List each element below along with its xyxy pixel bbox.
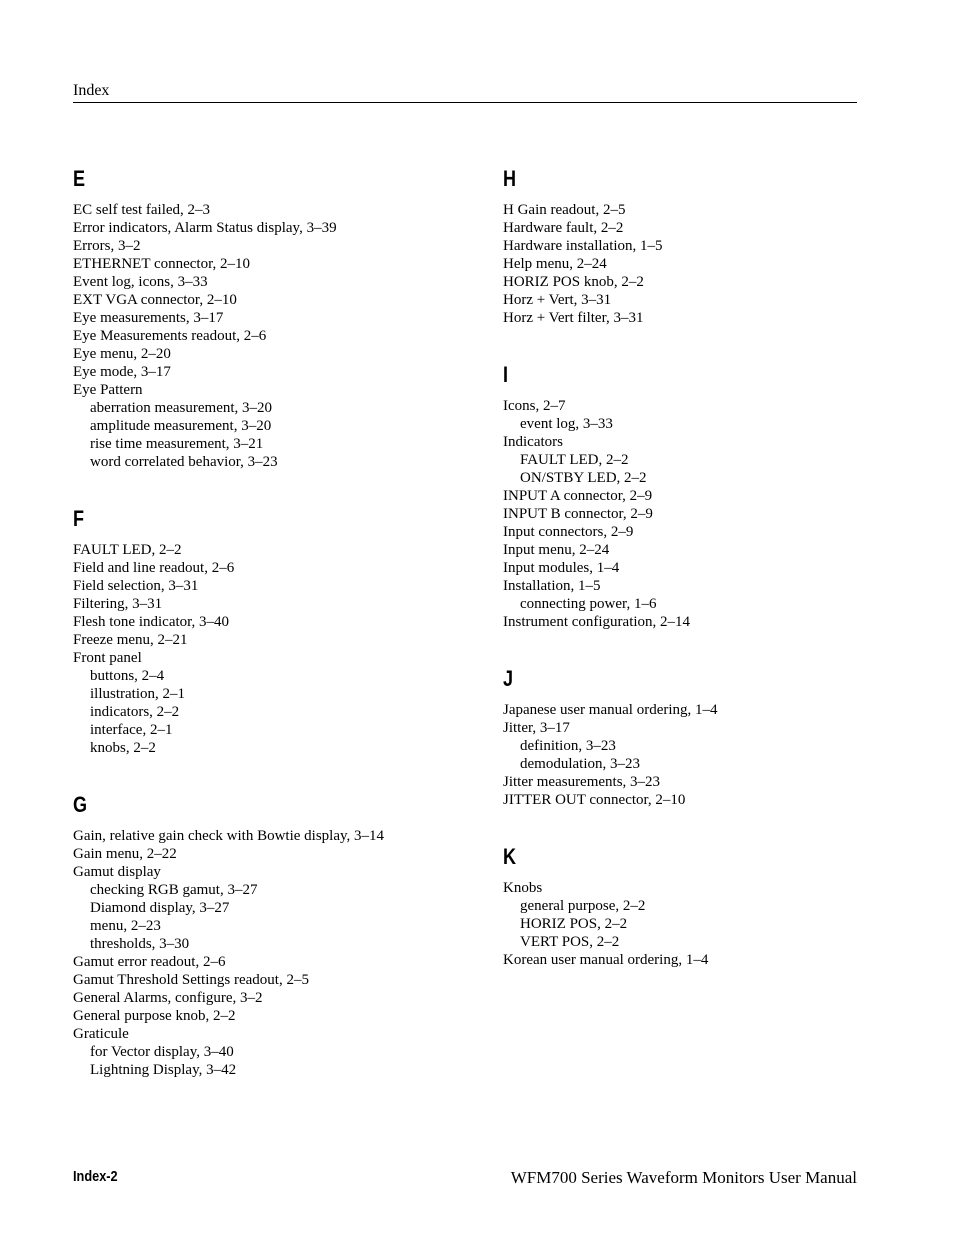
page-header-title: Index	[73, 82, 110, 99]
index-subentry: menu, 2–23	[90, 918, 161, 934]
index-entry: Input menu, 2–24	[503, 542, 610, 558]
index-entry: INPUT B connector, 2–9	[503, 506, 653, 522]
index-subentry: connecting power, 1–6	[520, 596, 657, 612]
index-subentry: buttons, 2–4	[90, 668, 165, 684]
index-subentry: Diamond display, 3–27	[90, 900, 230, 916]
index-entry: Freeze menu, 2–21	[73, 632, 188, 648]
index-entry: Japanese user manual ordering, 1–4	[503, 702, 718, 718]
section-letter: I	[503, 362, 509, 387]
header-divider	[73, 102, 857, 103]
page-number: Index-2	[73, 1168, 118, 1185]
index-entry: Installation, 1–5	[503, 578, 601, 594]
index-subentry: amplitude measurement, 3–20	[90, 418, 272, 434]
index-subentry: interface, 2–1	[90, 722, 173, 738]
index-subentry: Lightning Display, 3–42	[90, 1062, 237, 1078]
index-entry: General purpose knob, 2–2	[73, 1008, 236, 1024]
index-entry: Event log, icons, 3–33	[73, 274, 208, 290]
index-entry: Hardware fault, 2–2	[503, 220, 624, 236]
index-section-f	[73, 505, 473, 757]
index-entry: Flesh tone indicator, 3–40	[73, 614, 230, 630]
index-entry: Gain, relative gain check with Bowtie display, 3–14	[73, 828, 385, 844]
index-entry: EC self test failed, 2–3	[73, 202, 211, 218]
index-entry: H Gain readout, 2–5	[503, 202, 626, 218]
index-entry: Errors, 3–2	[73, 238, 141, 254]
index-subentry: word correlated behavior, 3–23	[90, 454, 278, 470]
index-subentry: definition, 3–23	[520, 738, 616, 754]
index-subentry: rise time measurement, 3–21	[90, 436, 264, 452]
section-letter: E	[73, 166, 86, 191]
index-entry: Eye mode, 3–17	[73, 364, 171, 380]
index-entry: EXT VGA connector, 2–10	[73, 292, 237, 308]
index-subentry: indicators, 2–2	[90, 704, 180, 720]
index-entry: Horz + Vert filter, 3–31	[503, 310, 644, 326]
index-entry: Hardware installation, 1–5	[503, 238, 663, 254]
index-entry: Jitter measurements, 3–23	[503, 774, 661, 790]
index-subentry: demodulation, 3–23	[520, 756, 640, 772]
index-entry: INPUT A connector, 2–9	[503, 488, 653, 504]
index-subentry: illustration, 2–1	[90, 686, 185, 702]
index-subentry: thresholds, 3–30	[90, 936, 190, 952]
index-entry: Graticule	[73, 1026, 129, 1042]
index-entry: Gamut error readout, 2–6	[73, 954, 226, 970]
section-letter: K	[503, 844, 517, 869]
section-letter: J	[503, 666, 514, 691]
index-subentry: ON/STBY LED, 2–2	[520, 470, 647, 486]
index-entry: ETHERNET connector, 2–10	[73, 256, 250, 272]
index-entry: Field and line readout, 2–6	[73, 560, 235, 576]
section-letter: G	[73, 792, 88, 817]
index-entry: Jitter, 3–17	[503, 720, 570, 736]
index-entry: Knobs	[503, 880, 543, 896]
manual-title: WFM700 Series Waveform Monitors User Manual	[510, 1168, 857, 1187]
index-entry: JITTER OUT connector, 2–10	[503, 792, 686, 808]
index-entry: General Alarms, configure, 3–2	[73, 990, 263, 1006]
index-entry: Horz + Vert, 3–31	[503, 292, 612, 308]
index-subentry: knobs, 2–2	[90, 740, 156, 756]
index-entry: FAULT LED, 2–2	[73, 542, 182, 558]
index-subentry: for Vector display, 3–40	[90, 1044, 234, 1060]
index-section-j	[503, 665, 903, 809]
index-subentry: event log, 3–33	[520, 416, 613, 432]
section-letter: H	[503, 166, 517, 191]
index-section-k	[503, 843, 903, 969]
index-entry: HORIZ POS knob, 2–2	[503, 274, 644, 290]
index-entry: Instrument configuration, 2–14	[503, 614, 691, 630]
index-entry: Eye menu, 2–20	[73, 346, 171, 362]
index-entry: Gain menu, 2–22	[73, 846, 177, 862]
index-subentry: general purpose, 2–2	[520, 898, 646, 914]
index-entry: Error indicators, Alarm Status display, 3–39	[73, 220, 337, 236]
index-entry: Input modules, 1–4	[503, 560, 620, 576]
index-entry: Eye Measurements readout, 2–6	[73, 328, 267, 344]
index-column-left	[73, 165, 473, 1113]
section-letter: F	[73, 506, 85, 531]
index-subentry: aberration measurement, 3–20	[90, 400, 273, 416]
index-section-h	[503, 165, 903, 327]
index-subentry: HORIZ POS, 2–2	[520, 916, 628, 932]
index-entry: Icons, 2–7	[503, 398, 566, 414]
index-subentry: VERT POS, 2–2	[520, 934, 620, 950]
index-entry: Eye Pattern	[73, 382, 143, 398]
index-entry: Input connectors, 2–9	[503, 524, 634, 540]
index-section-i	[503, 361, 903, 631]
index-section-e	[73, 165, 473, 471]
index-entry: Help menu, 2–24	[503, 256, 607, 272]
index-entry: Korean user manual ordering, 1–4	[503, 952, 709, 968]
index-entry: Gamut Threshold Settings readout, 2–5	[73, 972, 309, 988]
index-entry: Field selection, 3–31	[73, 578, 199, 594]
index-column-right	[503, 165, 903, 1003]
index-entry: Indicators	[503, 434, 563, 450]
index-section-g	[73, 791, 473, 1079]
index-subentry: checking RGB gamut, 3–27	[90, 882, 258, 898]
index-entry: Eye measurements, 3–17	[73, 310, 224, 326]
index-entry: Front panel	[73, 650, 142, 666]
index-subentry: FAULT LED, 2–2	[520, 452, 629, 468]
index-entry: Filtering, 3–31	[73, 596, 163, 612]
index-entry: Gamut display	[73, 864, 161, 880]
